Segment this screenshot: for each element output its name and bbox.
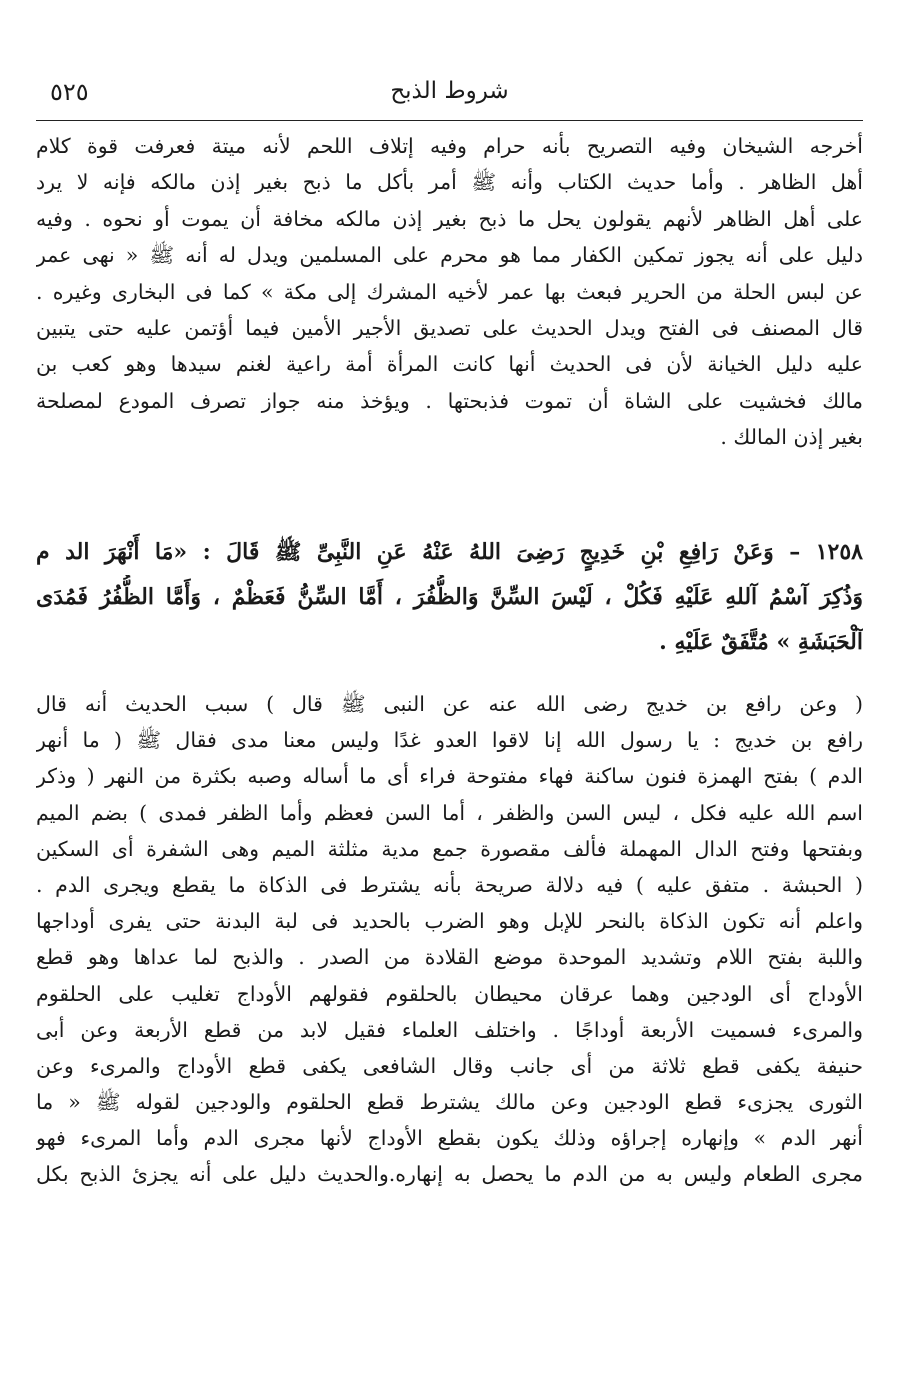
text-line: مجرى الطعام وليس به من الدم ما يحصل به إنهاره.والحديث دليل على أنه يجزئ الذبح بكل [36,1162,863,1187]
text-line: اسم الله عليه فكل ، ليس السن والظفر ، أما السن فعظم وأما الظفر فمدى ) بضم الميم [36,800,863,825]
running-title: شروط الذبح [390,78,509,104]
text-line: رافع بن خديج : يا رسول الله إنا لاقوا العدو غدًا وليس معنا مدى فقال ﷺ ( ما أنهر [36,728,863,753]
text-line: أخرجه الشيخان وفيه التصريح بأنه حرام وفيه إتلاف اللحم لأنه ميتة فعرفت قوة كلام [36,134,863,158]
text-line: والمرىء فسميت الأربعة أوداجًا . واختلف العلماء فقيل لابد من قطع الأربعة وعن أبى [36,1017,863,1042]
text-line: واللبة بفتح اللام وتشديد الموحدة موضع القلادة من الصدر . والذبح لما عداها وهو قطع [36,945,863,970]
commentary-paragraph-1 [36,128,863,456]
text-line: دليل على أنه يجوز تمكين الكفار مما هو محرم على المسلمين ويدل له أنه ﷺ « نهى عمر [36,243,863,268]
hadith-line: ١٢٥٨ – وَعَنْ رَافِعِ بْنِ خَدِيجٍ رَضِىَ اللهُ عَنْهُ عَنِ النَّبِىِّ ﷺ قَالَ : «مَا أَنْهَرَ الد م [36,539,863,565]
text-line: ( وعن رافع بن خديج رضى الله عنه عن النبى ﷺ قال ) سبب الحديث أنه قال [36,692,863,716]
text-line: مالك فخشيت على الشاة أن تموت فذبحتها . ويؤخذ منه جواز تصرف المودع لمصلحة [36,388,863,413]
text-line: ( الحبشة . متفق عليه ) فيه دلالة صريحة بأنه يشترط فى الذكاة ما يقطع ويجرى الدم . [36,872,863,897]
text-line: قال المصنف فى الفتح ويدل الحديث على تصديق الأجير الأمين فيما أؤتمن عليه حتى يتبين [36,315,863,340]
page-header [36,78,863,121]
text-line: الثورى يجزىء قطع الودجين وعن مالك يشترط قطع الحلقوم والودجين لقوله ﷺ « ما [36,1090,863,1115]
text-line: واعلم أنه تكون الذكاة بالنحر للإبل وهو الضرب بالحديد فى لبة البدنة حتى يفرى أوداجها [36,909,863,934]
text-line: وبفتحها وفتح الدال المهملة فألف مقصورة جمع مدية مثلثة الميم وهى الشفرة أى السكين [36,836,863,861]
hadith-text [36,530,863,665]
hadith-line: وَذُكِرَ آسْمُ آللهِ عَلَيْهِ فَكُلْ ، لَيْسَ السِّنَّ وَالظُّفُرَ ، أَمَّا السِّنُّ فَعَظْمٌ ، وَأَمَّا الظُّفُرُ فَمُدَى [36,584,863,610]
text-line: عليه دليل الخيانة لأن فى الحديث أنها كانت المرأة أمة راعية لغنم سيدها وهو كعب بن [36,352,863,377]
text-line: أهل الظاهر . وأما حديث الكتاب وأنه ﷺ أمر بأكل ما ذبح بغير إذن مالكه فإنه لا يرد [36,170,863,195]
text-line: حنيفة يكفى قطع ثلاثة من أى جانب وقال الشافعى يكفى قطع الأوداج والمرىء وعن [36,1053,863,1078]
text-line: على أهل الظاهر لأنهم يقولون يحل ما ذبح بغير إذن مالكه مخافة أن يموت أو نحوه . وفيه [36,206,863,231]
hadith-line: آلْحَبَشَةِ » مُتَّفَقٌ عَلَيْهِ . [659,629,863,655]
text-line: بغير إذن المالك . [720,425,863,450]
commentary-paragraph-2 [36,686,863,1193]
text-line: عن لبس الحلة من الحرير فبعث بها عمر لأخيه المشرك إلى مكة » كما فى البخارى وغيره . [36,279,863,304]
text-line: الدم ) بفتح الهمزة فنون ساكنة فهاء مفتوحة فراء أى ما أساله وصبه بكثرة من النهر ( وذكر [36,764,863,789]
text-line: أنهر الدم » وإنهاره إجراؤه وذلك يكون بقطع الأوداج لأنها مجرى الدم وأما المرىء فهو [36,1126,863,1151]
page-number: ٥٢٥ [50,78,89,106]
text-line: الأوداج أى الودجين وهما عرقان محيطان بالحلقوم فقولهم الأوداج تغليب على الحلقوم [36,981,863,1006]
